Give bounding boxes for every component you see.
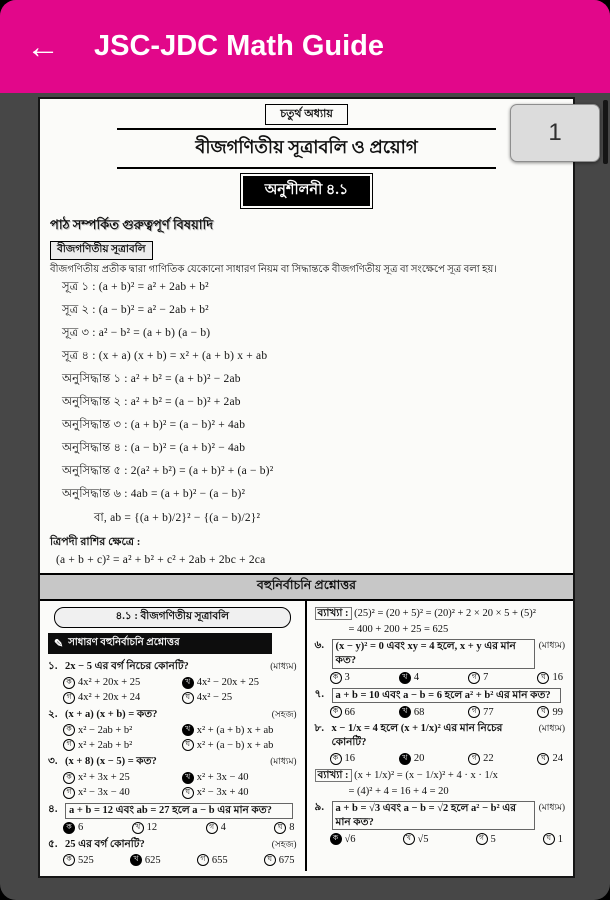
option xyxy=(132,822,158,834)
topic-box: ৪.১ : বীজগণিতীয় সূত্রাবলি xyxy=(54,607,291,628)
option xyxy=(468,672,488,684)
app-title: JSC-JDC Math Guide xyxy=(94,30,385,62)
question-number: ৫. xyxy=(48,838,58,850)
option xyxy=(330,833,356,845)
question-header xyxy=(315,801,566,830)
option-marker: গ xyxy=(468,753,480,765)
option xyxy=(130,854,161,866)
option-marker: ক xyxy=(330,833,342,845)
options xyxy=(63,854,295,866)
option-marker: ক xyxy=(63,724,75,736)
question-header xyxy=(315,722,566,749)
option-marker: ঘ xyxy=(537,672,549,684)
formula-line: অনুসিদ্ধান্ত ৬ : 4ab = (a + b)² − (a − b)² xyxy=(62,488,246,500)
option xyxy=(274,822,294,834)
option xyxy=(182,677,295,689)
option-marker: ঘ xyxy=(537,706,549,718)
option-text: x² + 2ab + b² xyxy=(78,739,133,751)
option-text: 20 xyxy=(413,753,425,765)
option-text: 68 xyxy=(413,706,425,718)
option-text: 12 xyxy=(146,822,158,834)
option-text: 4 xyxy=(413,672,420,684)
option xyxy=(330,753,356,765)
option-marker: গ xyxy=(63,739,75,751)
option-marker: খ xyxy=(182,677,194,689)
option-text: 4x² + 20x + 24 xyxy=(78,692,141,704)
option-marker: ঘ xyxy=(182,692,194,704)
question-header xyxy=(315,639,566,668)
option-text: 6 xyxy=(78,822,84,834)
pencil-icon: ✎ xyxy=(54,638,64,650)
formula-line: সূত্র ৩ : a² − b² = (a + b) (a − b) xyxy=(62,327,211,339)
mcq-question xyxy=(315,722,566,764)
option-marker: খ xyxy=(403,833,415,845)
option-text: 22 xyxy=(483,753,494,765)
question-text: x − 1/x = 4 হলে (x + 1/x)² এর মান নিচের কোনটি? xyxy=(331,723,503,748)
option-marker: খ xyxy=(182,772,194,784)
question-number: ৯. xyxy=(314,801,324,813)
explanation xyxy=(315,769,566,783)
option-marker: ক xyxy=(330,753,342,765)
question-header xyxy=(48,755,297,769)
option xyxy=(63,787,176,799)
option-text: 66 xyxy=(344,706,355,718)
option-text: 1 xyxy=(557,833,563,845)
formula-line: সূত্র ৪ : (x + a) (x + b) = x² + (a + b) x + ab xyxy=(62,350,268,362)
option xyxy=(543,833,563,845)
option xyxy=(537,706,563,718)
option-text: x² + (a − b) x + ab xyxy=(196,739,274,751)
option-marker: গ xyxy=(63,692,75,704)
formula-line: বা, ab = {(a + b)/2}² − {(a − b)/2}² xyxy=(94,512,261,524)
mcq-right-column xyxy=(307,601,574,871)
question-text: a + b = 10 এবং a − b = 6 হলে a² + b² এর মান কত? xyxy=(332,688,562,704)
mcq-question xyxy=(48,660,297,704)
options xyxy=(330,833,564,845)
back-arrow-icon: ← xyxy=(26,27,60,66)
mcq-type-tag xyxy=(48,633,272,654)
option xyxy=(476,833,496,845)
options xyxy=(63,724,295,751)
question-text: 2x − 5 এর বর্গ নিচের কোনটি? xyxy=(65,661,189,672)
option-text: 99 xyxy=(552,706,563,718)
explanation-label: ব্যাখ্যা : xyxy=(315,607,352,620)
option xyxy=(63,854,94,866)
option xyxy=(182,724,295,736)
option-marker: ক xyxy=(63,772,75,784)
fast-scroll-page-badge[interactable]: 1 xyxy=(510,104,600,162)
question-text: 25 এর বর্গ কোনটি? xyxy=(65,838,145,850)
option-text: 8 xyxy=(289,822,295,834)
difficulty-tag: (সহজ) xyxy=(271,838,297,849)
option xyxy=(330,672,350,684)
question-text: a + b = √3 এবং a − b = √2 হলে a² − b² এর মান কত? xyxy=(332,801,535,830)
question-number: ৪. xyxy=(48,803,58,815)
option-text: 525 xyxy=(78,854,94,866)
option-marker: গ xyxy=(476,833,488,845)
question-number: ৩. xyxy=(48,756,58,768)
option-text: 4x² − 20x + 25 xyxy=(196,677,259,689)
explanation xyxy=(315,607,566,621)
question-number: ৮. xyxy=(314,723,324,735)
option-marker: ক xyxy=(63,854,75,866)
option xyxy=(399,706,425,718)
chapter-label: চতুর্থ অধ্যায় xyxy=(265,104,348,125)
mcq-question xyxy=(48,803,297,834)
question-header xyxy=(48,660,297,674)
question-header xyxy=(48,803,297,819)
option xyxy=(63,724,176,736)
options xyxy=(330,706,564,718)
option-text: 4x² + 20x + 25 xyxy=(78,677,141,689)
option xyxy=(206,822,226,834)
formula-line: সূত্র ১ : (a + b)² = a² + 2ab + b² xyxy=(62,281,209,293)
option xyxy=(182,739,295,751)
mcq-section-bar: বহুনির্বাচনি প্রশ্নোত্তর xyxy=(40,573,573,601)
option-marker: খ xyxy=(130,854,142,866)
formula-line: অনুসিদ্ধান্ত ২ : a² + b² = (a − b)² + 2ab xyxy=(62,396,241,408)
option-text: x² + 3x + 25 xyxy=(78,772,130,784)
options xyxy=(330,672,564,684)
question-number: ২. xyxy=(48,708,58,720)
options xyxy=(63,677,295,704)
mcq-type-label: সাধারণ বহুনির্বাচনি প্রশ্নোত্তর xyxy=(68,637,180,648)
question-text: (x − y)² = 0 এবং xy = 4 হলে, x + y এর মান কত? xyxy=(332,639,535,668)
option-text: √5 xyxy=(417,833,429,845)
option-marker: খ xyxy=(132,822,144,834)
option-text: x² + (a + b) x + ab xyxy=(196,724,274,736)
question-text: (x + a) (x + b) = কত? xyxy=(65,708,158,720)
option-marker: ঘ xyxy=(182,739,194,751)
section-heading: পাঠ সম্পর্কিত গুরুত্বপূর্ণ বিষয়াদি xyxy=(50,217,214,232)
option-marker: গ xyxy=(197,854,209,866)
option-text: 24 xyxy=(552,753,563,765)
option xyxy=(63,739,176,751)
option xyxy=(63,677,176,689)
option-marker: গ xyxy=(468,706,480,718)
option xyxy=(403,833,429,845)
options xyxy=(330,753,564,765)
explanation-text: = 400 + 200 + 25 = 625 xyxy=(348,624,449,636)
question-number: ৭. xyxy=(314,688,324,700)
scrollbar-thumb[interactable] xyxy=(603,100,608,164)
formula-heading: বীজগণিতীয় সূত্রাবলি xyxy=(50,241,153,260)
option-text: 625 xyxy=(144,854,161,866)
option-marker: খ xyxy=(399,753,411,765)
option xyxy=(63,772,176,784)
page-title: বীজগণিতীয় সূত্রাবলি ও প্রয়োগ xyxy=(117,128,497,169)
option-text: 16 xyxy=(344,753,355,765)
option xyxy=(399,672,419,684)
exercise-label: অনুশীলনী ৪.১ xyxy=(243,176,371,206)
option xyxy=(330,706,356,718)
option-text: 16 xyxy=(552,672,563,684)
explanation-text: (x + 1/x)² = (x − 1/x)² + 4 · x · 1/x xyxy=(354,769,498,781)
option-marker: খ xyxy=(399,706,411,718)
mcq-question xyxy=(315,639,566,683)
option-text: x² − 3x + 40 xyxy=(196,787,249,799)
back-button[interactable] xyxy=(16,27,70,66)
mcq-question xyxy=(315,801,566,845)
formula-line: অনুসিদ্ধান্ত ৪ : (a − b)² = (a + b)² − 4ab xyxy=(62,442,246,454)
question-number: ১. xyxy=(48,661,58,672)
option-text: x² + 3x − 40 xyxy=(196,772,249,784)
option-marker: ঘ xyxy=(264,854,276,866)
option xyxy=(182,692,295,704)
option-text: √6 xyxy=(344,833,356,845)
explanation-text: (25)² = (20 + 5)² = (20)² + 2 × 20 × 5 + (5)² xyxy=(354,608,536,619)
question-text: (x + 8) (x − 5) = কত? xyxy=(65,756,157,768)
formula-line: অনুসিদ্ধান্ত ৩ : (a + b)² = (a − b)² + 4ab xyxy=(62,419,246,431)
option-marker: ক xyxy=(330,706,342,718)
option-marker: গ xyxy=(468,672,480,684)
option xyxy=(197,854,228,866)
option xyxy=(63,692,176,704)
difficulty-tag: (মাধ্যম) xyxy=(538,723,565,734)
option xyxy=(182,787,295,799)
option xyxy=(63,822,83,834)
option xyxy=(468,753,494,765)
option xyxy=(399,753,425,765)
question-text: a + b = 12 এবং ab = 27 হলে a − b এর মান কত? xyxy=(65,803,293,819)
options xyxy=(63,822,295,834)
mcq-question xyxy=(48,838,297,867)
formula-line: অনুসিদ্ধান্ত ১ : a² + b² = (a + b)² − 2ab xyxy=(62,373,241,385)
option-text: x² − 2ab + b² xyxy=(78,724,133,736)
option-marker: ঘ xyxy=(543,833,555,845)
explanation-label: ব্যাখ্যা : xyxy=(315,769,352,782)
trinomial-formula: (a + b + c)² = a² + b² + c² + 2ab + 2bc + 2ca xyxy=(56,554,266,566)
options xyxy=(63,772,295,799)
option xyxy=(264,854,295,866)
question-header xyxy=(48,708,297,722)
option-marker: গ xyxy=(63,787,75,799)
option-text: 655 xyxy=(211,854,228,866)
option xyxy=(468,706,494,718)
trinomial-heading: ত্রিপদী রাশির ক্ষেত্রে : xyxy=(50,536,141,548)
formula-line: সূত্র ২ : (a − b)² = a² − 2ab + b² xyxy=(62,304,209,316)
option xyxy=(182,772,295,784)
mcq-question xyxy=(48,708,297,752)
option-text: 7 xyxy=(483,672,489,684)
mcq-left-column xyxy=(40,601,307,871)
difficulty-tag: (মাধ্যম) xyxy=(270,661,297,671)
formula-line: অনুসিদ্ধান্ত ৫ : 2(a² + b²) = (a + b)² + (a − b)² xyxy=(62,465,274,477)
intro-text: বীজগণিতীয় প্রতীক দ্বারা গাণিতিক যেকোনো সাধারণ নিয়ম বা সিদ্ধান্তকে বীজগণিতীয় সূত্র বা সংক্ষেপে সূত্র বলা হয়। xyxy=(50,264,497,275)
option xyxy=(537,753,563,765)
option-text: 4 xyxy=(220,822,226,834)
option-text: 675 xyxy=(278,854,295,866)
option-marker: ক xyxy=(63,822,75,834)
option-marker: গ xyxy=(206,822,218,834)
mcq-columns xyxy=(40,601,573,871)
option-marker: ক xyxy=(63,677,75,689)
question-number: ৬. xyxy=(314,640,324,652)
option-marker: খ xyxy=(399,672,411,684)
option-text: 3 xyxy=(344,672,350,684)
question-header xyxy=(315,688,566,704)
document-page[interactable] xyxy=(38,97,575,878)
option-marker: ক xyxy=(330,672,342,684)
difficulty-tag: (মাধ্যম) xyxy=(270,756,297,767)
option xyxy=(537,672,563,684)
option-text: 77 xyxy=(483,706,494,718)
option-text: 5 xyxy=(490,833,496,845)
explanation-text: = (4)² + 4 = 16 + 4 = 20 xyxy=(348,785,449,797)
mcq-question xyxy=(48,755,297,799)
mcq-question xyxy=(315,688,566,719)
difficulty-tag: (মাধ্যম) xyxy=(538,640,565,651)
option-marker: ঘ xyxy=(274,822,286,834)
option-marker: ঘ xyxy=(537,753,549,765)
question-header xyxy=(48,838,297,852)
app-bar xyxy=(0,0,610,93)
option-text: 4x² − 25 xyxy=(196,692,233,704)
difficulty-tag: (মাধ্যম) xyxy=(538,801,565,812)
option-text: x² − 3x − 40 xyxy=(78,787,130,799)
option-marker: ঘ xyxy=(182,787,194,799)
option-marker: খ xyxy=(182,724,194,736)
difficulty-tag: (সহজ) xyxy=(271,708,297,719)
